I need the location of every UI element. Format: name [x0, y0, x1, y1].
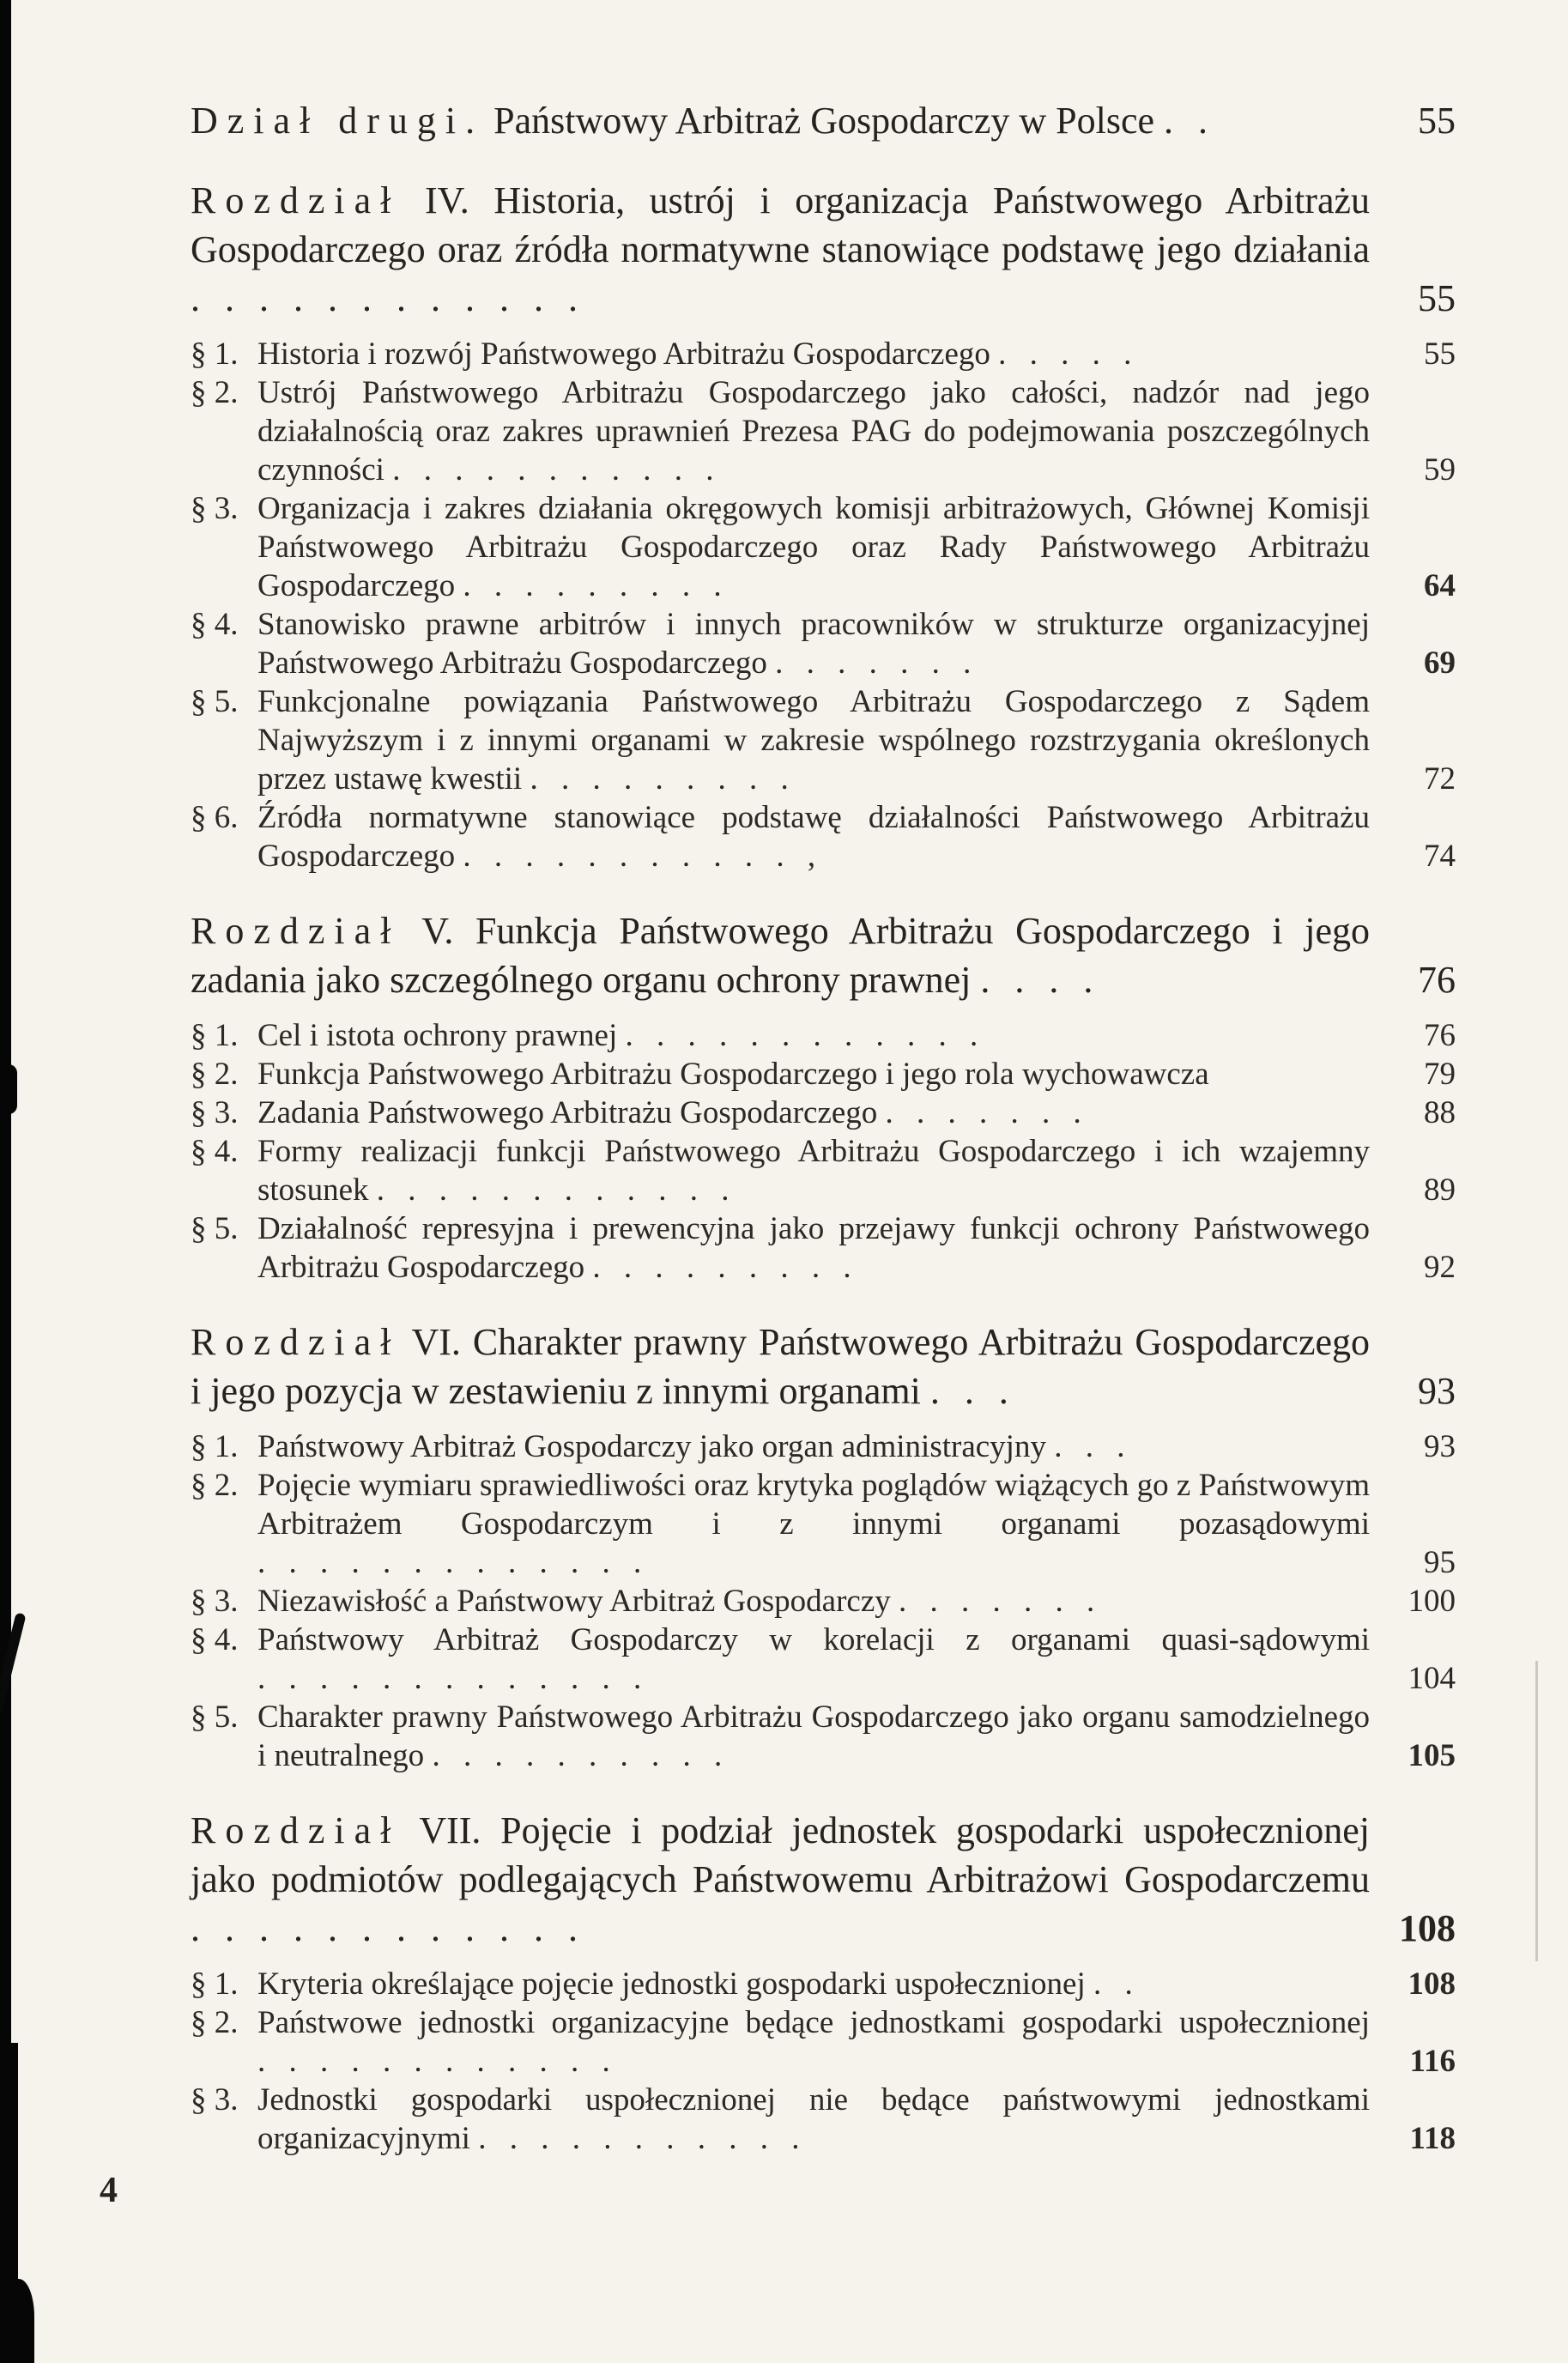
entry-text: Pojęcie wymiaru sprawiedliwości oraz krytyka poglądów wiążących go z Państwowym Arbitrażem Gospodarczym i z innymi organami pozasądowymi: [257, 1468, 1370, 1542]
entry-text: Państwowe jednostki organizacyjne będące jednostkami gospodarki uspołecznionej: [257, 2005, 1370, 2040]
toc-chapter-section: [191, 176, 1456, 876]
entry-text: Niezawisłość a Państwowy Arbitraż Gospodarczy: [257, 1584, 891, 1619]
toc-entry: [191, 1209, 1456, 1287]
page-number: 93: [1418, 1370, 1456, 1412]
scan-edge-bulge-artifact: [0, 1064, 17, 1114]
entry-text: Funkcjonalne powiązania Państwowego Arbitrażu Gospodarczego z Sądem Najwyższym i z innymi organami w zakresie wspólnego rozstrzygania określonych przez ustawę kwestii: [257, 684, 1370, 797]
toc-entry: [191, 682, 1456, 798]
entry-paragraph-label: § 5.: [191, 1700, 239, 1735]
chapter-heading: [191, 176, 1456, 323]
toc-chapter-section: [191, 906, 1456, 1287]
dot-leader: . . . . . . . . . . . .: [191, 1907, 578, 1949]
entry-text: Kryteria określające pojęcie jednostki gospodarki uspołecznionej: [257, 1966, 1086, 2002]
section-entries: [191, 1427, 1456, 1775]
toc-chapter-section: [191, 1806, 1456, 2158]
chapter-title: Funkcja Państwowego Arbitrażu Gospodarczego i jego zadania jako szczególnego organu ochrony prawnej: [191, 910, 1370, 1001]
toc-entry: [191, 1965, 1456, 2003]
entry-paragraph-label: § 3.: [191, 1095, 239, 1130]
heading-label: Rozdział: [191, 1321, 401, 1363]
page-number: 92: [1424, 1250, 1456, 1285]
part-heading: [191, 96, 1456, 145]
entry-paragraph-label: § 2.: [191, 1468, 239, 1503]
entry-text: Historia i rozwój Państwowego Arbitrażu Gospodarczego: [257, 336, 990, 372]
dot-leader: . . .: [929, 1370, 1008, 1412]
heading-label-numeral: VII.: [419, 1809, 481, 1851]
entry-text: Ustrój Państwowego Arbitrażu Gospodarczego jako całości, nadzór nad jego działalnością oraz zakres uprawnień Prezesa PAG do podejmowania poszczególnych czynności: [257, 375, 1370, 488]
dot-leader: . . . . . . .: [885, 1095, 1081, 1130]
page-number: 104: [1408, 1661, 1456, 1696]
page-number: 100: [1408, 1584, 1456, 1619]
entry-paragraph-label: § 1.: [191, 1966, 239, 2002]
heading-label: Rozdział: [191, 179, 401, 221]
page-number: 55: [1424, 336, 1456, 372]
entry-paragraph-label: § 5.: [191, 1211, 239, 1246]
entry-paragraph-label: § 4.: [191, 1134, 239, 1169]
toc-entry: [191, 335, 1456, 373]
heading-label-numeral: V.: [421, 910, 454, 952]
entry-paragraph-label: § 1.: [191, 336, 239, 372]
dot-leader: . .: [1164, 100, 1208, 142]
dot-leader: . . . . . . . . .: [463, 568, 722, 603]
toc-entry: [191, 1582, 1456, 1621]
entry-paragraph-label: § 3.: [191, 1584, 239, 1619]
chapter-title: Historia, ustrój i organizacja Państwowego Arbitrażu Gospodarczego oraz źródła normatywne stanowiące podstawę jego działania: [191, 179, 1371, 270]
entry-paragraph-label: § 2.: [191, 1057, 239, 1092]
heading-label: Rozdział: [191, 1809, 401, 1851]
dot-leader: . . . . . . . . . . . .: [625, 1018, 978, 1053]
entry-text: Organizacja i zakres działania okręgowych komisji arbitrażowych, Głównej Komisji Państwowego Arbitrażu Gospodarczego oraz Rady Państwowego Arbitrażu Gospodarczego: [257, 491, 1370, 603]
heading-label: Dział drugi.: [191, 100, 485, 142]
entry-paragraph-label: § 6.: [191, 800, 239, 835]
dot-leader: . . . . . . . . . .: [432, 1738, 723, 1773]
toc-entry: [191, 1427, 1456, 1466]
page-number: 88: [1424, 1095, 1456, 1130]
dot-leader: . . . . . . . . . . . .: [257, 2044, 610, 2079]
dot-leader: . . . . . . . . . . . .: [376, 1172, 730, 1208]
entry-paragraph-label: § 4.: [191, 607, 239, 642]
entry-text: Formy realizacji funkcji Państwowego Arbitrażu Gospodarczego i ich wzajemny stosunek: [257, 1134, 1370, 1208]
toc-entry: [191, 1132, 1456, 1209]
dot-leader: . . . . . . . . . . .: [478, 2121, 800, 2156]
page-number: 105: [1408, 1738, 1456, 1773]
dot-leader: . . . . . . . . . . . . .: [257, 1661, 642, 1696]
toc-entry: [191, 1094, 1456, 1132]
dot-leader: . . . . .: [998, 336, 1132, 372]
page-number: 76: [1418, 959, 1456, 1001]
section-entries: [191, 1965, 1456, 2158]
scan-streak-artifact: [1535, 1661, 1538, 1961]
scan-corner-blob-artifact: [0, 2279, 34, 2363]
entry-paragraph-label: § 2.: [191, 2005, 239, 2040]
entry-text: Państwowy Arbitraż Gospodarczy w korelacji z organami quasi-sądowymi: [257, 1622, 1370, 1657]
heading-label: Rozdział: [191, 910, 401, 952]
entry-text: Zadania Państwowego Arbitrażu Gospodarczego: [257, 1095, 878, 1130]
entry-paragraph-label: § 5.: [191, 684, 239, 719]
toc-entry: [191, 2081, 1456, 2158]
entry-paragraph-label: § 1.: [191, 1429, 239, 1464]
section-entries: [191, 1016, 1456, 1287]
dot-leader: . .: [1093, 1966, 1133, 2002]
page-number: 108: [1408, 1966, 1456, 2002]
toc-entry: [191, 489, 1456, 605]
entry-text: Źródła normatywne stanowiące podstawę działalności Państwowego Arbitrażu Gospodarczego: [257, 800, 1370, 874]
chapter-heading: [191, 1806, 1456, 1953]
heading-label-numeral: VI.: [411, 1321, 461, 1363]
dot-leader: . . . . . . . . .: [592, 1250, 851, 1285]
toc-entry: [191, 1016, 1456, 1055]
dot-leader: . . . . . . . . . . .: [392, 452, 714, 488]
page-number: 72: [1424, 761, 1456, 797]
dot-leader: . . . . . . . . . . . . .: [257, 1545, 642, 1580]
section-entries: [191, 335, 1456, 876]
entry-paragraph-label: § 4.: [191, 1622, 239, 1657]
toc-entry: [191, 1055, 1456, 1094]
toc-part-section: [191, 96, 1456, 145]
page-number: 76: [1424, 1018, 1456, 1053]
entry-text: Działalność represyjna i prewencyjna jako przejawy funkcji ochrony Państwowego Arbitrażu Gospodarczego: [257, 1211, 1370, 1285]
part-title: Państwowy Arbitraż Gospodarczy w Polsce: [493, 100, 1155, 142]
table-of-contents: [191, 96, 1456, 2158]
page-number: 108: [1399, 1907, 1456, 1949]
dot-leader: . . . . . . . . .: [530, 761, 789, 797]
toc-entry: [191, 1466, 1456, 1582]
toc-entry: [191, 2003, 1456, 2081]
entry-paragraph-label: § 3.: [191, 2082, 239, 2118]
entry-paragraph-label: § 3.: [191, 491, 239, 526]
chapter-title: Charakter prawny Państwowego Arbitrażu Gospodarczego i jego pozycja w zestawieniu z innymi organami: [191, 1321, 1371, 1412]
entry-text: Stanowisko prawne arbitrów i innych pracowników w strukturze organizacyjnej Państwowego Arbitrażu Gospodarczego: [257, 607, 1370, 681]
heading-label-numeral: IV.: [424, 179, 469, 221]
dot-leader: . . . . . . . . . . . .: [191, 277, 578, 319]
page-number: 59: [1424, 452, 1456, 488]
page-number: 93: [1424, 1429, 1456, 1464]
chapter-heading: [191, 1318, 1456, 1415]
page-number: 55: [1418, 100, 1456, 142]
toc-entry: [191, 798, 1456, 876]
entry-text: Jednostki gospodarki uspołecznionej nie będące państwowymi jednostkami organizacyjnymi: [257, 2082, 1370, 2156]
page-number: 116: [1409, 2044, 1456, 2079]
page-number: 69: [1424, 645, 1456, 681]
chapter-heading: [191, 906, 1456, 1004]
toc-entry: [191, 605, 1456, 682]
dot-leader: . . . . . . . . . . . ,: [463, 839, 816, 874]
entry-text: Państwowy Arbitraż Gospodarczy jako organ administracyjny: [257, 1429, 1046, 1464]
dot-leader: . . . .: [980, 959, 1093, 1001]
dot-leader: . . . . . . .: [899, 1584, 1095, 1619]
page-number: 89: [1424, 1172, 1456, 1208]
page-number: 79: [1424, 1057, 1456, 1092]
entry-paragraph-label: § 1.: [191, 1018, 239, 1053]
page-number: 64: [1424, 568, 1456, 603]
page-number: 74: [1424, 839, 1456, 874]
toc-chapter-section: [191, 1318, 1456, 1775]
toc-entry: [191, 1621, 1456, 1698]
entry-text: Funkcja Państwowego Arbitrażu Gospodarczego i jego rola wychowawcza: [257, 1057, 1209, 1092]
scan-edge-artifact: [0, 0, 11, 2363]
toc-entry: [191, 373, 1456, 489]
chapter-title: Pojęcie i podział jednostek gospodarki uspołecznionej jako podmiotów podlegających Państwowemu Arbitrażowi Gospodarczemu: [191, 1809, 1370, 1900]
page-number: 55: [1418, 277, 1456, 319]
entry-text: Charakter prawny Państwowego Arbitrażu Gospodarczego jako organu samodzielnego i neutralnego: [257, 1700, 1370, 1773]
toc-entry: [191, 1698, 1456, 1775]
dot-leader: . . . . . . .: [775, 645, 972, 681]
dot-leader: . . .: [1054, 1429, 1125, 1464]
entry-paragraph-label: § 2.: [191, 375, 239, 410]
entry-text: Cel i istota ochrony prawnej: [257, 1018, 618, 1053]
page-number: 118: [1409, 2121, 1456, 2156]
footer-page-number: 4: [100, 2171, 118, 2210]
page-number: 95: [1424, 1545, 1456, 1580]
